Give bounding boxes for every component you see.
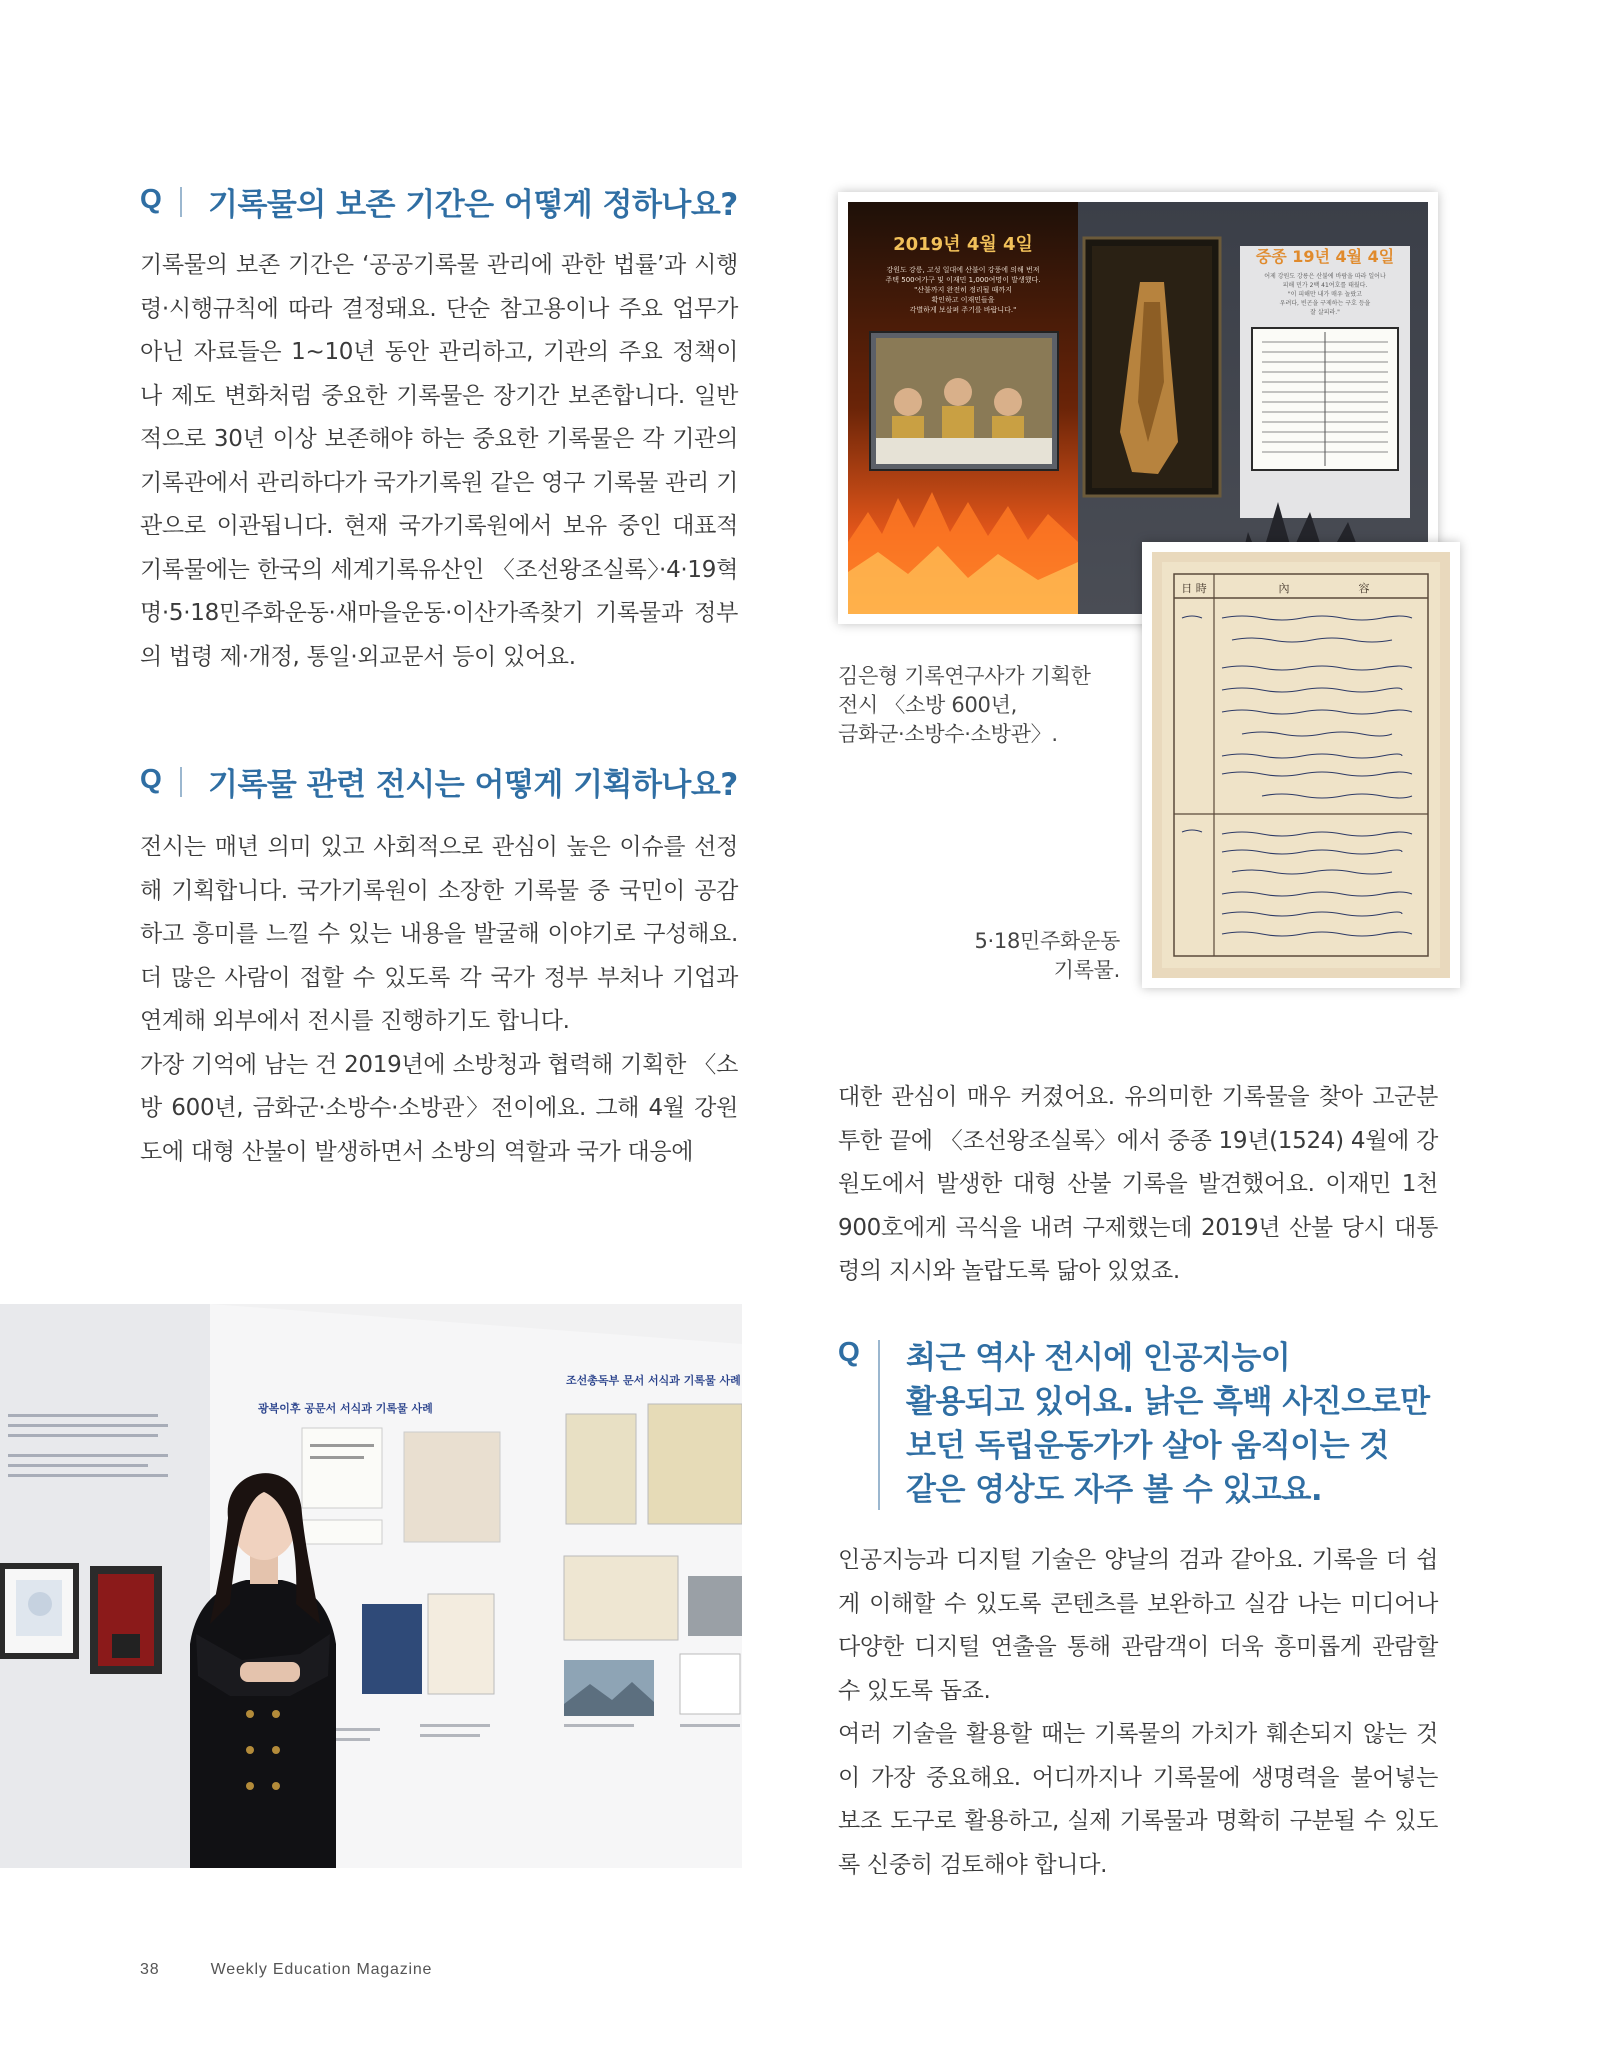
exhibit-left-heading: 2019년 4월 4일 — [893, 234, 1033, 255]
question-2-heading — [140, 763, 738, 807]
page-footer — [140, 1961, 478, 1979]
exhibit-caption — [838, 662, 1108, 749]
exhibit-right-line-5: 잘 살피라." — [1310, 309, 1340, 316]
panel-1-title: 광복이후 공문서 서식과 기록물 사례 — [258, 1402, 433, 1415]
answer-1-text: 기록물의 보존 기간은 ‘공공기록물 관리에 관한 법률’과 시행령·시행규칙에 따라 결정돼요. 단순 참고용이나 주요 업무가 아닌 자료들은 1~10년 동안 관리하고, 기관의 주요 정책이나 제도 변화처럼 중요한 기록물은 장기간 보존합니다. 일반적으로 30년 이상 보존해야 하는 중요한 기록물은 각 기관의 기록관에서 관리하다가 국가기록원 같은 영구 기록물 관리 기관으로 이관됩니다. 현재 국가기록원에서 보유 중인 대표적 기록물에는 한국의 세계기록유산인 〈조선왕조실록〉·4·19혁명·5·18민주화운동·새마을운동·이산가족찾기 기록물과 정부의 법령 제·개정, 통일·외교문서 등이 있어요. — [140, 252, 738, 670]
question-1-heading — [140, 183, 738, 227]
answer-2-text-2: 가장 기억에 남는 건 2019년에 소방청과 협력해 기획한 〈소방 600년, 금화군·소방수·소방관〉전이에요. 그해 4월 강원도에 대형 산불이 발생하면서 소방의 역할과 국가 대응에 — [140, 1051, 738, 1165]
exhibit-left-line-1: 강원도 강릉, 고성 일대에 산불이 강풍에 의해 번져 — [886, 266, 1040, 274]
answer-2 — [140, 826, 738, 1174]
exhibit-left-line-4: 확인하고 이재민들을 — [931, 296, 995, 304]
record-photo — [1152, 552, 1450, 978]
answer-3 — [838, 1539, 1438, 1887]
question-title: 기록물의 보존 기간은 어떻게 정하나요? — [208, 187, 738, 223]
panel-2-title: 조선총독부 문서 서식과 기록물 사례 — [566, 1374, 741, 1387]
record-photo-frame — [1142, 542, 1460, 988]
answer-2-text-3: 대한 관심이 매우 커졌어요. 유의미한 기록물을 찾아 고군분투한 끝에 〈조선왕조실록〉에서 중종 19년(1524) 4월에 강원도에서 발생한 대형 산불 기록을 발견했어요. 이재민 1천900호에게 곡식을 내려 구제했는데 2019년 산불 당시 대통령의 지시와 놀랍도록 닮아 있었죠. — [838, 1084, 1438, 1284]
divider — [878, 1340, 880, 1510]
answer-3-text-1: 인공지능과 디지털 기술은 양날의 검과 같아요. 기록을 더 쉽게 이해할 수 있도록 콘텐츠를 보완하고 실감 나는 미디어나 다양한 디지털 연출을 통해 관람객이 더욱 흥미롭게 관람할 수 있도록 돕죠. — [838, 1547, 1438, 1704]
record-caption-line-1: 5·18민주화운동 — [974, 929, 1120, 953]
record-caption — [920, 927, 1120, 985]
question-title: 기록물 관련 전시는 어떻게 기획하나요? — [208, 767, 738, 803]
question-3-title-line-3: 보던 독립운동가가 살아 움직이는 것 — [906, 1428, 1389, 1464]
record-caption-line-2: 기록물. — [1053, 958, 1120, 982]
question-3-title-line-4: 같은 영상도 자주 볼 수 있고요. — [906, 1472, 1323, 1508]
exhibit-right-line-4: 우려다, 빈곤을 구제하는 구호 등을 — [1279, 300, 1371, 307]
q-mark: Q — [140, 763, 162, 794]
exhibit-left-line-2: 주택 500여가구 및 이재민 1,000여명이 발생했다. — [885, 276, 1041, 284]
answer-2-text-1: 전시는 매년 의미 있고 사회적으로 관심이 높은 이슈를 선정해 기획합니다. 국가기록원이 소장한 기록물 중 국민이 공감하고 흥미를 느낄 수 있는 내용을 발굴해 이야기로 구성해요. 더 많은 사람이 접할 수 있도록 각 국가 정부 부처나 기업과 연계해 외부에서 전시를 진행하기도 합니다. — [140, 834, 738, 1034]
question-3-title-line-2: 활용되고 있어요. 낡은 흑백 사진으로만 — [906, 1384, 1430, 1420]
exhibit-caption-line-1: 김은형 기록연구사가 기획한 — [838, 664, 1091, 688]
question-3-title-line-1: 최근 역사 전시에 인공지능이 — [906, 1340, 1291, 1376]
exhibit-left-line-5: 각별하게 보살펴 주기를 바랍니다." — [909, 306, 1017, 314]
magazine-name: Weekly Education Magazine — [210, 1961, 433, 1978]
exhibit-right-line-1: 어제 강원도 강릉은 산불에 바람을 따라 일어나 — [1264, 273, 1386, 280]
answer-1 — [140, 244, 738, 679]
exhibit-left-line-3: "산불까지 완전히 정리될 때까지 — [914, 286, 1012, 294]
exhibit-caption-line-3: 금화군·소방수·소방관〉. — [838, 722, 1058, 746]
divider — [180, 767, 182, 797]
divider — [180, 187, 182, 217]
exhibit-right-line-3: "이 피해만 내가 매우 놀랐고 — [1287, 291, 1363, 298]
exhibit-right-line-2: 피해 민가 2백 41여호를 태웠다. — [1282, 282, 1368, 289]
portrait-photo — [0, 1304, 742, 1868]
record-col-content-1: 內 — [1278, 582, 1290, 595]
answer-3-text-2: 여러 기술을 활용할 때는 기록물의 가치가 훼손되지 않는 것이 가장 중요해요. 어디까지나 기록물에 생명력을 불어넣는 보조 도구로 활용하고, 실제 기록물과 명확히 구분될 수 있도록 신중히 검토해야 합니다. — [838, 1721, 1438, 1878]
q-mark: Q — [838, 1336, 860, 1367]
page-number: 38 — [140, 1961, 160, 1978]
record-col-content-2: 容 — [1358, 582, 1370, 595]
question-3-heading — [838, 1336, 1430, 1512]
exhibit-caption-line-2: 전시 〈소방 600년, — [838, 693, 1017, 717]
question-3-title — [906, 1336, 1430, 1512]
record-col-date: 日 時 — [1181, 582, 1207, 595]
exhibit-right-heading: 중종 19년 4월 4일 — [1255, 247, 1395, 266]
answer-2-continued — [838, 1076, 1438, 1294]
q-mark: Q — [140, 183, 162, 214]
